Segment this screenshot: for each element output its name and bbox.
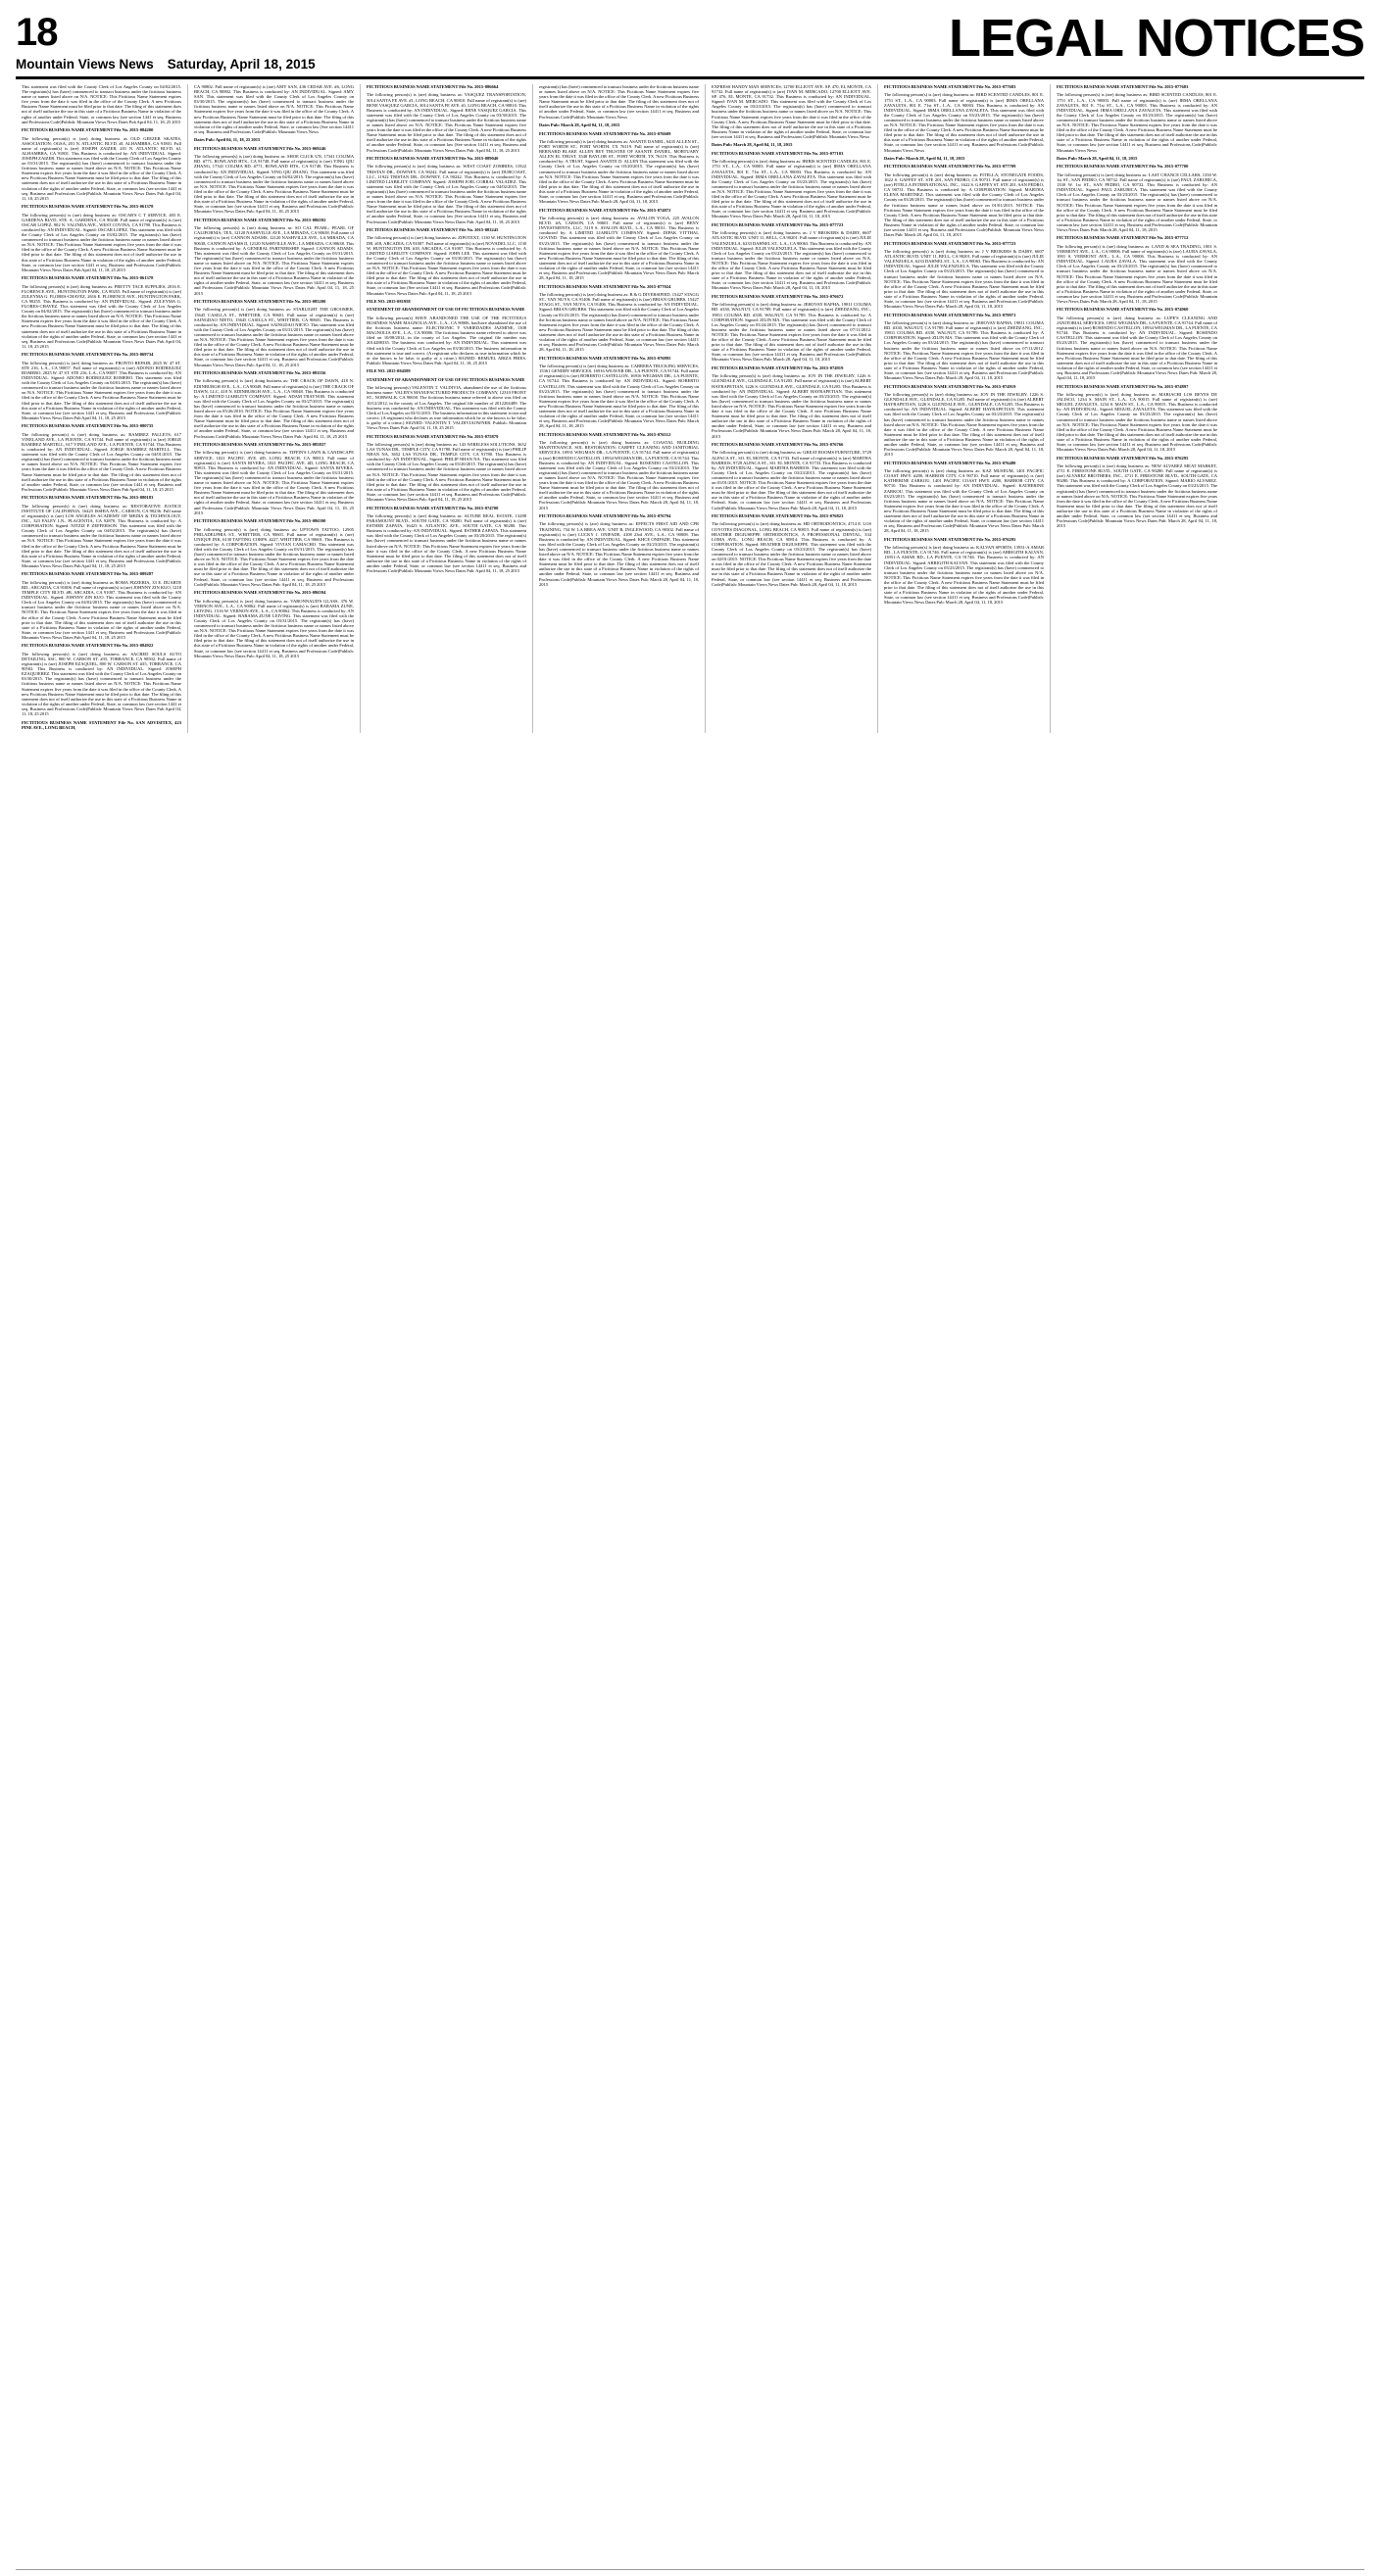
notice-paragraph: The following person(s) is (are) doing business as: JEHOVAY RAPHA, 19811 COLIMA RD. #330, WALNUT, CA 91789. Full name of registrant(s) is (are) ZHEDZANG, INC., 19811 COLIMA RD. #330, WALNUT, CA 91789. This Business is conducted by: A CORPORATION. Signed: ZILIN MA. This statement was filed with the County Clerk of Los Angeles County on 03/24/2015. The registrant(s) has (have) commenced to transact business under the fictitious business name or names listed above on 07/11/2012. NOTICE: This Fictitious Name Statement expires five years from the date it was filed in the office of the County Clerk. A new Fictitious Business Name Statement must be filed prior to that date. The filing of this statement does not of itself authorize the use in this state of a Fictitious Business Name in violation of the rights of another under Federal, State, or common law (see section 14411 et seq. Business and Professions Code)Publish: Mountain Views News Dates Pub: March 28, April 04, 11, 18, 2015 xyxy=(712,302,871,363)
notice-heading: FICTITIOUS BUSINESS NAME STATEMENT File No. SAN ADVISITEX, 423 PINE AVE., LONG BEACH, xyxy=(22,719,181,730)
notice-paragraph: registrant(s) has (have) commenced to transact business under the fictitious business name or names listed above on N/A. NOTICE: This Fictitious Name Statement expires five years from the date it was filed in the office of the County Clerk. A new Fictitious Business Name Statement must be filed prior to that date. The filing of this statement does not of itself authorize the use in this state of a Fictitious Business Name in violation of the rights of another under Federal, State, or common law (see section 14411 et seq. Business and Professions Code)Publish: Mountain Views News xyxy=(539,84,699,120)
notice-paragraph: The following person(s) is (are) doing business as: AVALON YOGA, 225 AVALON BLVD. #A, CARSON, CA 90601. Full name of registrant(s) is (are) BENY INVESTMENTS, LLC, 5119 S. AVALON BLVD., L.A., CA 90011. This Business is conducted by: A LIMITED LIABILITY COMPANY. Signed: DIPAK VITTHAL GOVIND. This statement was filed with the County Clerk of Los Angeles County on 03/23/2015. The registrant(s) has (have) commenced to transact business under the fictitious business name or names listed above on N/A. NOTICE: This Fictitious Name Statement expires five years from the date it was filed in the office of the County Clerk. A new Fictitious Business Name Statement must be filed prior to that date. The filing of this statement does not of itself authorize the use in this state of a Fictitious Business Name in violation of the rights of another under Federal, State, or common law (see section 14411 et seq. Business and Professions Code)Publish: Mountain Views News Dates Pub: March 28, April 04, 11, 18, 2015 xyxy=(539,216,699,281)
notice-paragraph: The following person(s) is (are) doing business as: EFFECTS FIRST AID AND CPR TRAINING, 734 W. LA BREA AVE. UNIT B, INGLEWOOD, CA 90302. Full name of registrant(s) is (are) LUCKY J. ONIFADE, 4108 23rd AVE., L.A., CA 90008. This Business is conducted by: AN INDIVIDUAL. Signed: KHCE ONIFADE. This statement was filed with the County Clerk of Los Angeles County on 03/23/2015. The registrant(s) has (have) commenced to transact business under the fictitious business name or names listed above on N/A. NOTICE: This Fictitious Name Statement expires five years from the date it was filed in the office of the County Clerk. A new Fictitious Business Name Statement must be filed prior to that date. The filing of this statement does not of itself authorize the use in this state of a Fictitious Business Name in violation of the rights of another under Federal, State, or common law (see section 14411 et seq. Business and Professions Code)Publish: Mountain Views News Dates Pub: March 28, April 04, 11, 18, 2015 xyxy=(539,521,699,587)
notice-heading: FICTITIOUS BUSINESS NAME STATEMENT File No. 2015-076295 xyxy=(884,536,1016,542)
notice-heading: FICTITIOUS BUSINESS NAME STATEMENT File No. 2015-084200 xyxy=(22,127,154,133)
notice-paragraph: The following person(s) is (are) doing business as: BIRD SCENTED CANDLES, 801 E. 1751 ST., L.A., CA 90003. Full name of registrant(s) is (are) IRMA ORELLANA ZAVALETA, 801 E. 71st ST., L.A., CA 90003. This Business is conducted by: AN INDIVIDUAL. Signed: IRMA ORELLANA ZAVALETA. This statement was filed with the County Clerk of Los Angeles County on 03/23/2015. The registrant(s) has (have) commenced to transact business under the fictitious business name or names listed above on N/A. NOTICE: This Fictitious Name Statement expires five years from the date it was filed in the office of the County Clerk. A new Fictitious Business Name Statement must be filed prior to that date. The filing of this statement does not of itself authorize the use in this state of a Fictitious Business Name in violation of the rights of another under Federal, State, or common law (see section 14411 et seq. Business and Professions Code)Publish: Mountain Views News xyxy=(884,92,1044,153)
publication-date: Saturday, April 18, 2015 xyxy=(167,57,316,72)
notice-heading: FICTITIOUS BUSINESS NAME STATEMENT File No. 2015-077723 xyxy=(884,240,1016,246)
column-6 xyxy=(878,84,1051,733)
notice-heading: FICTITIOUS BUSINESS NAME STATEMENT File No. 2015-077723 xyxy=(712,221,844,227)
notice-heading: FICTITIOUS BUSINESS NAME STATEMENT File No. 2015-075879 xyxy=(367,433,499,439)
notice-heading: STATEMENT OF ABANDONMENT OF USE OF FICTITIOUS BUSINESS NAME xyxy=(367,376,525,382)
notice-heading: Dates Pub: March 28, April 04, 11, 18, 2015 xyxy=(539,122,620,128)
notice-heading: FICTITIOUS BUSINESS NAME STATEMENT File No. 2015-076295 xyxy=(1057,455,1189,461)
notice-paragraph: This statement was filed with the County Clerk of Los Angeles County on 04/02/2015. The registrant(s) has (have) commenced to transact business under the fictitious business name or names listed above on N/A. NOTICE: This Fictitious Name Statement expires five years from the date it was filed in the office of the County Clerk. A new Fictitious Business Name Statement must be filed prior to that date. The filing of this statement does not of itself authorize the use in this state of a Fictitious Business Name in violation of the rights of another under Federal, State, or common law (see section 1441 et seq. Business and Professions Code)Publish: Mountain Views News Dates Pub April 04, 11, 18, 25 2015 xyxy=(22,84,181,124)
notice-paragraph: The following person(s) is (are) doing business as: FITELLA; STONEGATE FOODS, 1622 S. GAFFEY ST. STE 201, SAN PEDRO, CA 90731. Full name of registrant(s) is (are) FITELLA INTERNATIONAL, INC., 1622 S. GAFFEY ST. STE 201, SAN PEDRO, CA 90731. This Business is conducted by: A CORPORATION. Signed: MARTHA ELENA MARTINEZ. This statement was filed with the County Clerk of Los Angeles County on 03/20/2015. The registrant(s) has (have) commenced to transact business under the fictitious business name or names listed above on 01/01/2015. NOTICE: This Fictitious Name Statement expires five years from the date it was filed in the office of the County Clerk. A new Fictitious Business Name Statement must be filed prior to that date. The filing of this statement does not of itself authorize the use in this state of a Fictitious Business Name in violation of the rights of another under Federal, State, or common law (see section 14411 et seq. Business and Professions Code)Publish: Mountain Views News Dates Pub: March 28, April 04, 11, 18, 2015 xyxy=(884,171,1044,238)
notice-heading: FICTITIOUS BUSINESS NAME STATEMENT File No. 2015-074960 xyxy=(1057,307,1189,313)
notice-heading: FICTITIOUS BUSINESS NAME STATEMENT File No. 2015-074872 xyxy=(539,207,671,213)
notice-paragraph: The following person(s) is (are) doing business as: KALVAN SPORTS, 13931-A AMAR RD., LA PUENTE, CA 91746. Full name of registrant(s) is (are) ABRIGITH KALVAN, 13951-A AMAR RD., LA PUENTE, CA 91746. This Business is conducted by: AN INDIVIDUAL. Signed: ABRIGITH KALVAN. This statement was filed with the County Clerk of Los Angeles County on 03/23/2015. The registrant(s) has (have) commenced to transact business under the fictitious business name or names listed above on N/A. NOTICE: This Fictitious Name Statement expires five years from the date it was filed in the office of the County Clerk. A new Fictitious Business Name Statement must be filed prior to that date. The filing of this statement does not of itself authorize the use in this state of a Fictitious Business Name in violation of the rights of another under Federal, State, or common law (see section 14411 et seq. Business and Professions Code)Publish: Mountain Views News Dates Pub: March 28, April 04, 11, 18, 2015 xyxy=(884,545,1044,606)
notice-heading: FICTITIOUS BUSINESS NAME STATEMENT File No. 2015-086590 xyxy=(194,518,326,524)
notice-heading: FICTITIOUS BUSINESS NAME STATEMENT File No. 2015-077024 xyxy=(539,283,671,289)
notice-heading: Dates Pub: March 28, April 04, 11, 18, 2015 xyxy=(1057,156,1138,161)
notice-heading: FICTITIOUS BUSINESS NAME STATEMENT File No. 2015-080183 xyxy=(22,495,154,501)
column-2 xyxy=(188,84,361,733)
notice-heading: FICTITIOUS BUSINESS NAME STATEMENT File No. 2015-074919 xyxy=(712,365,844,370)
notice-paragraph: The following person(s) is (are) doing business as: LAST CHANCE CELLARS, 1330 W. 1st ST., SAN PEDRO, CA 90732. Full name of registrant(s) is (are) PAUL ZARUBICA, 1330 W. 1st ST., SAN PEDRO, CA 90732. This Business is conducted by: AN INDIVIDUAL. Signed: PAUL ZARUBICA. This statement was filed with the County Clerk of Los Angeles County on 03/23/2015. The registrant(s) has (have) commenced to transact business under the fictitious business name or names listed above on N/A. NOTICE: This Fictitious Name Statement expires five years from the date it was filed in the office of the County Clerk. A new Fictitious Business Name Statement must be filed prior to that date. The filing of this statement does not of itself authorize the use in this state of a Fictitious Business Name in violation of the rights of another under Federal, State, or common law (see section 14411 et seq. Business and Professions Code)Publish: Mountain Views News Dates Pub: March 28, April 04, 11, 18, 2015 xyxy=(1057,171,1217,232)
notice-paragraph: The following person(s) is (are) doing business as: B & G DIVERSIFIED, 15427 STAGG ST., VAN NUYS, CA 91406. Full name of registrant(s) is (are) BRIAN GRUBBS, 15427 STAGG ST., VAN NUYS, CA 91406. This Business is conducted by: AN INDIVIDUAL. Signed: BRIAN GRUBBS. This statement was filed with the County Clerk of Los Angeles County on 03/23/2015. The registrant(s) has (have) commenced to transact business under the fictitious business name or names listed above on N/A. NOTICE: This Fictitious Name Statement expires five years from the date it was filed in the office of the County Clerk. A new Fictitious Business Name Statement must be filed prior to that date. The filing of this statement does not of itself authorize the use in this state of a Fictitious Business Name in violation of the rights of another under Federal, State, or common law (see section 14411 et seq. Business and Professions Code)Publish: Mountain Views News Dates Pub: March 28, April 04, 11, 18, 2015 xyxy=(539,292,699,353)
notice-heading: FICTITIOUS BUSINESS NAME STATEMENT File No. 2015-061378 xyxy=(22,204,154,210)
notice-paragraph: The following person(s) is (are) doing business as: JOY IN THE JEWELRY, 1226 S. GLENDALE AVE., GLENDALE, CA 91205. Full name of registrant(s) is (are) ALBERT HAYRAPETIAN, 1226 S. GLENDALE AVE., GLENDALE, CA 91205. This Business is conducted by: AN INDIVIDUAL. Signed: ALBERT HAYRAPETIAN. This statement was filed with the County Clerk of Los Angeles County on 03/23/2015. The registrant(s) has (have) commenced to transact business under the fictitious business name or names listed above on N/A. NOTICE: This Fictitious Name Statement expires five years from the date it was filed in the office of the County Clerk. A new Fictitious Business Name Statement must be filed prior to that date. The filing of this statement does not of itself authorize the use in this state of a Fictitious Business Name in violation of the rights of another under Federal, State, or common law (see section 14411 et seq. Business and Professions Code)Publish: Mountain Views News Dates Pub: March 28, April 04, 11, 18, 2015 xyxy=(712,373,871,439)
notice-heading: FICTITIOUS BUSINESS NAME STATEMENT File No. 2015-074708 xyxy=(367,505,499,510)
publication-name: Mountain Views News xyxy=(16,57,154,72)
notice-paragraph: The following person(s) is (are) doing business as: VARONNAUD'S GLASS, 376 W. VERNON AVE., L.A., CA 90062. Full name of registrant(s) is (are) BARAMA ZUNE, LEIVING, 1516 W. VERNON AVE., L.A., CA 90062. This Business is conducted by: AN INDIVIDUAL. Signed: BARAMA ZUNE LEIVING. This statement was filed with the County Clerk of Los Angeles County on 03/31/2015. The registrant(s) has (have) commenced to transact business under the fictitious business name or names listed above on N/A. NOTICE: This Fictitious Name Statement expires five years from the date it was filed in the office of the County Clerk. A new Fictitious Business Name Statement must be filed prior to that date. The filing of this statement does not of itself authorize the use in this state of a Fictitious Business Name in violation of the rights of another under Federal, State, or common law (see section 14411 et seq. Business and Professions Code)Publish: Mountain Views News Dates Pub: April 04, 11, 18, 25 2015 xyxy=(194,598,354,658)
notice-heading: FICTITIOUS BUSINESS NAME STATEMENT File No. 2015-077700 xyxy=(1057,164,1189,170)
notice-paragraph: The following person(s) is (are) doing business as: SACRED SOULS AUTO DETAILING, SSC, 800 W. CARSON ST. #35, TORRANCE, CA 90502. Full name of registrant(s) is (are) JOSEPH EZAQUIEL, 800 W. CARSON ST. #35, TORRANCE, CA 90502. This Business is conducted by: AN INDIVIDUAL. Signed: JOSEPH EZAQUIEREZ. This statement was filed with the County Clerk of Los Angeles County on 03/30/2015. The registrant(s) has (have) commenced to transact business under the fictitious business name or names listed above on N/A. NOTICE: This Fictitious Name Statement expires five years from the date it was filed in the office of the County Clerk. A new Fictitious Business Name Statement must be filed prior to that date. The filing of this statement does not of itself authorize the use in this state of a Fictitious Business Name in violation of the rights of another under Federal, State, or common law (see section 1441 et seq. Business and Professions Code)Publish: Mountain Views News Dates Pub April 04, 11, 18, 25 2015 xyxy=(22,651,181,717)
column-1 xyxy=(16,84,188,733)
notice-heading: FICTITIOUS BUSINESS NAME STATEMENT File No. 2015-069246 xyxy=(194,145,326,151)
notice-heading: Dates Pub: March 28, April 04, 11, 18, 2015 xyxy=(884,156,965,161)
notice-heading: FICTITIOUS BUSINESS NAME STATEMENT File No. 2015-085200 xyxy=(194,299,326,304)
notice-paragraph: The following person(s) is (are) doing business as: RAMIREZ PALLETS, 617 VINELAND AVE., LA PUENTE, CA 91744. Full name of registrant(s) is (are) JORGE RAMIREZ MARTELL, 617 VINELAND AVE., LA PUENTE, CA 91744. This Business is conducted by: AN INDIVIDUAL. Signed: JORGE RAMIREZ MARTELL. This statement was filed with the County Clerk of Los Angeles County on 04/01/2015. The registrant(s) has (have) commenced to transact business under the fictitious business name or names listed above on N/A. NOTICE: This Fictitious Name Statement expires five years from the date it was filed in the office of the County Clerk. A new Fictitious Business Name Statement must be filed prior to that date. The filing of this statement does not of itself authorize the use in this state of a Fictitious Business Name in violation of the rights of another under Federal, State, or common law (see section 1441 et seq. Business and Professions Code)Publish: Mountain Views News Dates Pub April 04, 11, 18, 25 2015 xyxy=(22,431,181,492)
notice-paragraph: The following person(s) is (are) doing business as: MARIACHI LOS REYES DE JALISCO, 1234 S. MAIN ST., L.A., CA 90015. Full name of registrant(s) is (are) MIGUEL ZAVALETA, 1234 S. MAIN ST., L.A., CA 90015. This Business is conducted by: AN INDIVIDUAL. Signed: MIGUEL ZAVALETA. This statement was filed with the County Clerk of Los Angeles County on 03/23/2015. The registrant(s) has (have) commenced to transact business under the fictitious business name or names listed above on N/A. NOTICE: This Fictitious Name Statement expires five years from the date it was filed in the office of the County Clerk. A new Fictitious Business Name Statement must be filed prior to that date. The filing of this statement does not of itself authorize the use in this state of a Fictitious Business Name in violation of the rights of another under Federal, State, or common law (see section 14411 et seq. Business and Professions Code)Publish: Mountain Views News Dates Pub: March 28, April 04, 11, 18, 2015 xyxy=(1057,392,1217,453)
column-3 xyxy=(361,84,533,733)
notice-paragraph: The following person(s) is (are) doing business as: THE CRACK OF DAWN, 418 N. EDINBURGH AVE., L.A., CA 90048. Full name of registrant(s) is (are) THE CRACK OF DAWN, LLC, 418 N. EDINBURGH AVE., L.A., CA 90048. This Business is conducted by: A LIMITED LIABILITY COMPANY. Signed: ADAM TRAYNOR. This statement was filed with the County Clerk of Los Angeles County on 03/27/2015. The registrant(s) has (have) commenced to transact business under the fictitious business name or names listed above on 05/26/2010. NOTICE: This Fictitious Name Statement expires five years from the date it was filed in the office of the County Clerk. A new Fictitious Business Name Statement must be filed prior to that date. The filing of this statement does not of itself authorize the use in this state of a Fictitious Business Name in violation of the rights of another under Federal, State, or common law (see section 14411 et seq. Business and Professions Code)Publish: Mountain Views News Dates Pub: April 04, 11, 18, 25 2015 xyxy=(194,378,354,439)
notice-paragraph: The following person(s) HAVE ABANDONED THE USE OF THE FICTITIOUS BUSINESS NAME MAGNOLIA AVE., L.A., CA 90006, has/have abandoned the use of the fictitious business name: ELECTRONIC Y VARIEDADES JAZMINE, 1308 MAGNOLIA AVE., L.A., CA 90006. The fictitious business name referred to above was filed on 10/08/2014, in the county of Los Angeles. The original file number was 2014288335. The business was conducted by: AN INDIVIDUAL. This statement was filed with the County Clerk of Los Angeles on 03/30/2015. The business information in this statement is true and correct. (A registrant who declares as true information which he or she knows to be false, is guilty of a crime.) SIGNED: REMUEL ARIZA PRIES. Publish: Mountain Views News Dates Pub: April 04, 11, 18, 25 2015 xyxy=(367,315,526,365)
notice-heading: FILE NO. 2015-084589 xyxy=(367,368,411,374)
notice-heading: FICTITIOUS BUSINESS NAME STATEMENT File No. 2015-076609 xyxy=(539,130,671,136)
page-title: LEGAL NOTICES xyxy=(948,9,1364,68)
notice-paragraph: The following person(s) is (are) doing business as: LAND & SEA TRADING, 1001 S. VERMONT AVE., L.A., CA 90006. Full name of registrant(s) is (are) LAURA ZAVALA, 1001 S. VERMONT AVE., L.A., CA 90006. This Business is conducted by: AN INDIVIDUAL. Signed: LAURA ZAVALA. This statement was filed with the County Clerk of Los Angeles County on 03/23/2015. The registrant(s) has (have) commenced to transact business under the fictitious business name or names listed above on N/A. NOTICE: This Fictitious Name Statement expires five years from the date it was filed in the office of the County Clerk. A new Fictitious Business Name Statement must be filed prior to that date. The filing of this statement does not of itself authorize the use in this state of a Fictitious Business Name in violation of the rights of another under Federal, State, or common law (see section 14411 et seq. Business and Professions Code)Publish: Mountain Views News Dates Pub: March 28, April 04, 11, 18, 2015 xyxy=(1057,243,1217,304)
notice-paragraph: The following person(s) is (are) doing business as: TIFFIN'S LAWN & LANDSCAPE SERVICE, 1021 PACIFIC AVE. #D, LONG BEACH, CA 90813. Full name of registrant(s) is (are) SANTA RIVERA, 1021 PACIFIC AVE. #D, LONG BEACH, CA 90813. This Business is conducted by: AN INDIVIDUAL. Signed: SANTA RIVERA. This statement was filed with the County Clerk of Los Angeles County on 03/31/2015. The registrant(s) has (have) commenced to transact business under the fictitious business name or names listed above on N/A. NOTICE: This Fictitious Name Statement expires five years from the date it was filed in the office of the County Clerk. A new Fictitious Business Name Statement must be filed prior to that date. The filing of this statement does not of itself authorize the use in this state of a Fictitious Business Name in violation of the rights of another under Federal, State, or common law (see section 14411 et seq. Business and Professions Code)Publish: Mountain Views News Dates Pub: April 04, 11, 18, 25 2015 xyxy=(194,450,354,515)
notice-paragraph: The following person(s) is (are) doing business as: COASTAL BUILDING MAINTENANCE, SOL RESTORATION; CARPET CLEANING AND JANITORIAL SERVICES, 10931 WEGMAN DR., LA PUENTE, CA 91744. Full name of registrant(s) is (are) ROSENDO CASTELLON, 10934 WEGMAN DR., LA PUENTE, CA 91744. This Business is conducted by: AN INDIVIDUAL. Signed: ROSENDO CASTELLON. This statement was filed with the County Clerk of Los Angeles County on 03/23/2015. The registrant(s) has (have) commenced to transact business under the fictitious business name or names listed above on N/A. NOTICE: This Fictitious Name Statement expires five years from the date it was filed in the office of the County Clerk. A new Fictitious Business Name Statement must be filed prior to that date. The filing of this statement does not of itself authorize the use in this state of a Fictitious Business Name in violation of the rights of another under Federal, State, or common law (see section 14411 et seq. Business and Professions Code)Publish: Mountain Views News Dates Pub: March 28, April 04, 11, 18, 2015 xyxy=(539,440,699,510)
notice-paragraph: The following person(s) is (are) doing business as: J V BROKERS & DAIRY, 6607 ATLANTIC BLVD. UNIT 11, BELL, CA 90201. Full name of registrant(s) is (are) JULIE VALENZUELA, 6233 DAHNEL ST., L.A., CA 90063. This Business is conducted by: AN INDIVIDUAL. Signed: JULIE VALENZUELA. This statement was filed with the County Clerk of Los Angeles County on 03/23/2015. The registrant(s) has (have) commenced to transact business under the fictitious business name or names listed above on N/A. NOTICE: This Fictitious Name Statement expires five years from the date it was filed in the office of the County Clerk. A new Fictitious Business Name Statement must be filed prior to that date. The filing of this statement does not of itself authorize the use in this state of a Fictitious Business Name in violation of the rights of another under Federal, State, or common law (see section 14411 et seq. Business and Professions Code)Publish: Mountain Views News Dates Pub: March 28, April 04, 11, 18, 2015 xyxy=(884,249,1045,310)
notice-heading: FICTITIOUS BUSINESS NAME STATEMENT File No. 2015-083556 xyxy=(194,370,326,375)
notice-heading: FICTITIOUS BUSINESS NAME STATEMENT File No. 2015-074897 xyxy=(1057,383,1189,389)
notice-paragraph: The following person(s) is (are) doing business as: BIRD SCENTED CANDLES, 801 E. 1751 ST., L.A., CA 90003. Full name of registrant(s) is (are) IRMA ORELLANA ZAVALETA, 801 E. 71st ST., L.A., CA 90003. This Business is conducted by: AN INDIVIDUAL. Signed: IRMA ORELLANA ZAVALETA. This statement was filed with the County Clerk of Los Angeles County on 03/23/2015. The registrant(s) has (have) commenced to transact business under the fictitious business name or names listed above on N/A. NOTICE: This Fictitious Name Statement expires five years from the date it was filed in the office of the County Clerk. A new Fictitious Business Name Statement must be filed prior to that date. The filing of this statement does not of itself authorize the use in this state of a Fictitious Business Name in violation of the rights of another under Federal, State, or common law (see section 14411 et seq. Business and Professions Code)Publish: Mountain Views News xyxy=(1057,92,1217,153)
notice-heading: FILE NO. 2015-081958 xyxy=(367,299,411,304)
notice-paragraph: The following person(s) is (are) doing business as: ALTURE REAL ESTATE, 13288 PARAMOUNT BLVD., SOUTH GATE, CA 90280. Full name of registrant(s) is (are) ESTHER ZAPATA, 16423 S. ATLANTIC AVE., SOUTH GATE, CA 90280. This Business is conducted by: AN INDIVIDUAL. Signed: ESTHER ZAPATA. This statement was filed with the County Clerk of Los Angeles County on 03/20/2015. The registrant(s) has (have) commenced to transact business under the fictitious business name or names listed above on N/A. NOTICE: This Fictitious Name Statement expires five years from the date it was filed in the office of the County Clerk. A new Fictitious Business Name Statement must be filed prior to that date. The filing of this statement does not of itself authorize the use in this state of a Fictitious Business Name in violation of the rights of another under Federal, State, or common law (see section 14411 et seq. Business and Professions Code)Publish: Mountain Views News Dates Pub: April 04, 11, 18, 25 2015 xyxy=(367,512,526,574)
notice-heading: FICTITIOUS BUSINESS NAME STATEMENT File No. 2015-083245 xyxy=(367,227,499,232)
notice-paragraph: The following person(s) is (are) doing business as: HD ORTHODONTICS, 4714 E. LOS COYOTES DIAGONAL, LONG BEACH, CA 90815. Full name of registrant(s) is (are) HEATHER DIGIUSEPPE ORTHODONTICS, A PROFESSIONAL DENTAL, 334 LOMA AVE., LONG BEACH, CA 90814. This Business is conducted by: A CORPORATION. Signed: HEATHER DIGIUSEPPE. This statement was filed with the County Clerk of Los Angeles County on 03/23/2015. The registrant(s) has (have) commenced to transact business under the fictitious business name or names listed above on 02/01/2015. NOTICE: This Fictitious Name Statement expires five years from the date it was filed in the office of the County Clerk. A new Fictitious Business Name Statement must be filed prior to that date. The filing of this statement does not of itself authorize the use in this state of a Fictitious Business Name in violation of the rights of another under Federal, State, or common law (see section 14411 et seq. Business and Professions Code)Publish: Mountain Views News Dates Pub: March 28, April 04, 11, 18, 2015 xyxy=(712,521,871,587)
notice-paragraph: The following person(s) is (are) doing business as: KAZ MUSEUM, 1401 PACIFIC COAST HWY. #200, HARBOR CITY, CA 90710. Full name of registrant(s) is (are) KATHERINE ZARKOU, 1401 PACIFIC COAST HWY. #200, HARBOR CITY, CA 90710. This Business is conducted by: AN INDIVIDUAL. Signed: KATHERINE ZARKOU. This statement was filed with the County Clerk of Los Angeles County on 03/23/2015. The registrant(s) has (have) commenced to transact business under the fictitious business name or names listed above on N/A. NOTICE: This Fictitious Name Statement expires five years from the date it was filed in the office of the County Clerk. A new Fictitious Business Name Statement must be filed prior to that date. The filing of this statement does not of itself authorize the use in this state of a Fictitious Business Name in violation of the rights of another under Federal, State, or common law (see section 14411 et seq. Business and Professions Code)Publish: Mountain Views News Dates Pub: March 28, April 04, 11, 18, 2015 xyxy=(884,468,1044,534)
notice-heading: FICTITIOUS BUSINESS NAME STATEMENT File No. 2015-074919 xyxy=(884,383,1016,389)
notice-heading: FICTITIOUS BUSINESS NAME STATEMENT File No. 2015-076823 xyxy=(712,513,844,518)
masthead-right xyxy=(948,9,1364,68)
notice-columns xyxy=(16,84,1364,733)
notice-heading: STATEMENT OF ABANDONMENT OF USE OF FICTITIOUS BUSINESS NAME xyxy=(367,307,525,313)
notice-heading: FICTITIOUS BUSINESS NAME STATEMENT File No. 2015-076895 xyxy=(539,355,671,361)
notice-paragraph: EXPRESS HANDY MAN SERVICES, 12700 ELLIOTT AVE. SP. 470, EL MONTE, CA 91732. Full name of registrant(s) is (are) IVAN M. MERCADO, 12700 ELLIOTT AVE. SP. 476, EL MONTE, CA 91732. This Business is conducted by: AN INDIVIDUAL. Signed: IVAN M. MERCADO. This statement was filed with the County Clerk of Los Angeles County on 03/23/2015. The registrant(s) has (have) commenced to transact business under the fictitious business name or names listed above on N/A. NOTICE: This Fictitious Name Statement expires five years from the date it was filed in the office of the County Clerk. A new Fictitious Business Name Statement must be filed prior to that date. The filing of this statement does not of itself authorize the use in this state of a Fictitious Business Name in violation of the rights of another under Federal, State, or common law (see section 14411 et seq. Business and Professions Code)Publish: Mountain Views News xyxy=(712,84,871,139)
notice-heading: FICTITIOUS BUSINESS NAME STATEMENT File No. 2015-076480 xyxy=(884,460,1016,465)
notice-heading: FICTITIOUS BUSINESS NAME STATEMENT File No. 2015-077103 xyxy=(712,150,844,156)
notice-heading: FICTITIOUS BUSINESS NAME STATEMENT File No. 2015-077683 xyxy=(1057,84,1189,89)
notice-paragraph: The following person(s) is (are) doing business as: PRETTY TACE SUPPLIES, 2016 E. FLORENCE AVE., HUNTINGTON PARK, CA 90255. Full name of registrant(s) is (are) ZULEYMA G. FLORES-CHAVEZ, 2616 E. FLORENCE AVE., HUNTINGTON PARK, CA 90255. This Business is conducted by: AN INDIVIDUAL. Signed: ZULEYMA G. FLORES-CHAVEZ. This statement was filed with the County Clerk of Los Angeles County on 04/02/2015. The registrant(s) has (have) commenced to transact business under the fictitious business name or names listed above on N/A. NOTICE: This Fictitious Name Statement expires five years from the date it was filed in the office of the County Clerk. A new Fictitious Business Name Statement must be filed prior to that date. The filing of this statement does not of itself authorize the use in this state of a Fictitious Business Name in violation of the rights of another under Federal, State, or common law (see section 1441 et seq. Business and Professions Code)Publish: Mountain Views News Dates Pub April 04, 11, 18, 25 2015 xyxy=(22,283,181,349)
notice-paragraph: The following person(s) is (are) doing business as: GREAT ROOMS FURNITURE, 5729 ALPACA ST., SO. EL MONTE, CA 91733. Full name of registrant(s) is (are) MARTHA BARRIOS, 9729 ALPACA ST., SO. EL MONTE, CA 91733. This Business is conducted by: AN INDIVIDUAL. Signed: MARTHA BARRIOS. This statement was filed with the County Clerk of Los Angeles County on 03/23/2015. The registrant(s) has (have) commenced to transact business under the fictitious business name or names listed above on 01/01/2015. NOTICE: This Fictitious Name Statement expires five years from the date it was filed in the office of the County Clerk. A new Fictitious Business Name Statement must be filed prior to that date. The filing of this statement does not of itself authorize the use in this state of a Fictitious Business Name in violation of the rights of another under Federal, State, or common law (see section 14411 et seq. Business and Professions Code)Publish: Mountain Views News Dates Pub: March 28, April 04, 11, 18, 2015 xyxy=(712,450,871,510)
notice-paragraph: The following person(s) is (are) doing business as OLD GEEZER SKATES, ASSOCIATION: OGSA, 201 N. ATLANTIC BLVD. #J, ALHAMBRA, CA 91801. Full name of registrant(s) is (are) JOSEPH ZAIZER, 201 N. ATLANTIC BLVD. #J, ALHAMBRA, CA 91801. This Business is conducted by: AN INDIVIDUAL. Signed: JOSEPH ZAIZER. This statement was filed with the County Clerk of Los Angeles County on 03/31/2015. The registrant(s) has (have) commenced to transact business under the fictitious business name or names listed above on N/A. NOTICE: This Fictitious Name Statement expires five years from the date it was filed in the office of the County Clerk. A new Fictitious Business Name Statement must be filed prior to that date. The filing of this statement does not of itself authorize the use in this state of a Fictitious Business Name in violation of the rights of another under Federal, State, or common law (see section 1441 et seq. Business and Professions Code)Publish: Mountain Views News Dates Pub April 04, 11, 18, 25 2015 xyxy=(22,135,181,201)
notice-heading: FICTITIOUS BUSINESS NAME STATEMENT File No. 2015-069734 xyxy=(22,352,154,358)
notice-heading: FICTITIOUS BUSINESS NAME STATEMENT File No. 2015-076672 xyxy=(712,293,844,299)
notice-paragraph: The following person(s) is (are) doing business as: UPTOWN TATTOO, 12905 PHILADELPHIA ST., WHITTIER, CA 90601. Full name of registrant(s) is (are) UNIQUE INK, 6130 TAFTING CORPS. #227, WHITTIER, CA 90601. This Business is conducted by: A CORPORATION. Signed: VIVIAN CAMACHO. This statement was filed with the County Clerk of Los Angeles County on 03/31/2015. The registrant(s) has (have) commenced to transact business under the fictitious business name or names listed above on N/A. NOTICE: This Fictitious Name Statement expires five years from the date it was filed in the office of the County Clerk. A new Fictitious Business Name Statement must be filed prior to that date. The filing of this statement does not of itself authorize the use in this state of a Fictitious Business Name in violation of the rights of another under Federal, State, or common law (see section 14411 et seq. Business and Professions Code)Publish: Mountain Views News Dates Pub: April 04, 11, 18, 25 2015 xyxy=(194,526,354,587)
notice-heading: FICTITIOUS BUSINESS NAME STATEMENT File No. 2015-061378 xyxy=(22,275,154,281)
notice-paragraph: The following person(s) is (are) doing business as: VASQUEZ TRANSPORTATION, 3014 SANTA FE AVE. #1, LONG BEACH, CA 90810. Full name of registrant(s) is (are) RENE VASQUEZ GARCIA, 3014 SANTA FE AVE. #1, LONG BEACH, CA 90810. This Business is conducted by: AN INDIVIDUAL. Signed: RENE VASQUEZ GARCIA. This statement was filed with the County Clerk of Los Angeles County on 03/30/2015. The registrant(s) has (have) commenced to transact business under the fictitious business name or names listed above on N/A. NOTICE: This Fictitious Name Statement expires five years from the date it was filed in the office of the County Clerk. A new Fictitious Business Name Statement must be filed prior to that date. The filing of this statement does not of itself authorize the use in this state of a Fictitious Business Name in violation of the rights of another under Federal, State, or common law (See section 14411 et seq. Business and Professions Code)Publish: Mountain Views News Dates Pub: April 04, 11, 18, 25 2015 xyxy=(367,92,526,153)
notice-paragraph: The following person(s) is (are) doing business as ROMA PIZZERIA, 33 E. DUARTE RD., ARCADIA, CA 91006. Full name of registrant(s) is (are) JOHNNY ZIN KUO, 1218 TEMPLE CITY BLVD. #B, ARCADIA, CA 91007. This Business is conducted by: AN INDIVIDUAL. Signed: JOHNNY ZIN KUO. This statement was filed with the County Clerk of Los Angeles County on 04/02/2015. The registrant(s) has (have) commenced to transact business under the fictitious business name or names listed above on N/A. NOTICE: This Fictitious Name Statement expires five years from the date it was filed in the office of the County Clerk. A new Fictitious Business Name Statement must be filed prior to that date. The filing of this statement does not of itself authorize the use in this state of a Fictitious Business Name in violation of the rights of another under Federal, State, or common law (see section 1441 et seq. Business and Professions Code)Publish: Mountain Views News Dates Pub April 04, 11, 18, 25 2015 xyxy=(22,579,181,640)
notice-heading: FICTITIOUS BUSINESS NAME STATEMENT File No. 2015-077683 xyxy=(884,84,1016,89)
notice-heading: FICTITIOUS BUSINESS NAME STATEMENT File No. 2015-077712 xyxy=(1057,235,1189,241)
column-4 xyxy=(533,84,706,733)
notice-paragraph: The following person(s) is (are) doing business as: CABRERA TRUCKING SERVICES, 15361 GENDRY SERVICES, 16916 WEAVER DR., LA PUENTE, CA 91744. Full name of registrant(s) is (are) ROBERTO CASTELLON, 16916 WEGMAN DR., LA PUENTE, CA 91744. This Business is conducted by: AN INDIVIDUAL. Signed: ROBERTO CASTELLON. This statement was filed with the County Clerk of Los Angeles County on 03/23/2015. The registrant(s) has (have) commenced to transact business under the fictitious business name or names listed above on N/A. NOTICE: This Fictitious Name Statement expires five years from the date it was filed in the office of the County Clerk. A new Fictitious Business Name Statement must be filed prior to that date. The filing of this statement does not of itself authorize the use in this state of a Fictitious Business Name in violation of the rights of another under Federal, State, or common law (see section 14411 et seq. Business and Professions Code)Publish: Mountain Views News Dates Pub: March 28, April 04, 11, 18, 2015 xyxy=(539,364,699,429)
column-5 xyxy=(706,84,878,733)
notice-paragraph: The following person(s) is (are) doing business as: NEW ALVAREZ MEAT MARKET, 4711 E. FIRESTONE BLVD., SOUTH GATE, CA 90280. Full name of registrant(s) is (are) ALVAREZ BROTHERS, INC., 4711 E. FIRESTONE BLVD., SOUTH GATE, CA 90280. This Business is conducted by: A CORPORATION. Signed: MARIO ALVAREZ. This statement was filed with the County Clerk of Los Angeles County on 03/23/2015. The registrant(s) has (have) commenced to transact business under the fictitious business name or names listed above on N/A. NOTICE: This Fictitious Name Statement expires five years from the date it was filed in the office of the County Clerk. A new Fictitious Business Name Statement must be filed prior to that date. The filing of this statement does not of itself authorize the use in this state of a Fictitious Business Name in violation of the rights of another under Federal, State, or common law (see section 14411 et seq. Business and Professions Code)Publish: Mountain Views News Dates Pub: March 28, April 04, 11, 18, 2015 xyxy=(1057,463,1217,529)
notice-paragraph: The following person(s) is (are) doing business as: LUPE'S CLEANING AND JANITORIAL SERVICES, 10931 WEGMAN DR., LA PUENTE, CA 91744. Full name of registrant(s) is (are) ROSENDO CASTELLON, 10934 WEGMAN DR., LA PUENTE, CA 91744. This Business is conducted by: AN INDIVIDUAL. Signed: ROSENDO CASTELLON. This statement was filed with the County Clerk of Los Angeles County on 03/23/2015. The registrant(s) has (have) commenced to transact business under the fictitious business name or names listed above on N/A. NOTICE: This Fictitious Name Statement expires five years from the date it was filed in the office of the County Clerk. A new Fictitious Business Name Statement must be filed prior to that date. The filing of this statement does not of itself authorize the use in this state of a Fictitious Business Name in violation of the rights of another under Federal, State, or common law (see section 14411 et seq. Business and Professions Code)Publish: Mountain Views News Dates Pub: March 28, April 04, 11, 18, 2015 xyxy=(1057,315,1217,381)
notice-paragraph: The following person(s) is (are) doing business as: JOY IN THE JEWELRY, 1226 S. GLENDALE AVE., GLENDALE, CA 91205. Full name of registrant(s) is (are) ALBERT HAYRAPETIAN, 1226 S. GLENDALE AVE., GLENDALE, CA 91205. This Business is conducted by: AN INDIVIDUAL. Signed: ALBERT HAYRAPETIAN. This statement was filed with the County Clerk of Los Angeles County on 03/23/2015. The registrant(s) has (have) commenced to transact business under the fictitious business name or names listed above on N/A. NOTICE: This Fictitious Name Statement expires five years from the date it was filed in the office of the County Clerk. A new Fictitious Business Name Statement must be filed prior to that date. The filing of this statement does not of itself authorize the use in this state of a Fictitious Business Name in violation of the rights of another under Federal, State, or common law (see section 14411 et seq. Business and Professions Code)Publish: Mountain Views News Dates Pub: March 28, April 04, 11, 18, 2015 xyxy=(884,392,1044,458)
notice-heading: FICTITIOUS BUSINESS NAME STATEMENT File No. 2015-076512 xyxy=(539,431,671,437)
notice-paragraph: The following person(s) is (are) doing business as: ASANTE DANIEL, 6435 ALLEN ST., FORT WORTH ST., FORT WORTH, TX 76119. Full name of registrant(s) is (are) BERNARD BLAKE ALLEN BEY TRUSTEE OF ASANTE DANIEL, MORTUARY ALLEN EL TRUST, 3548 BAYLOR ST., FORT WORTH, TX 76119. This Business is conducted by: A TRUST. Signed: ASANTE D. ALLEN This statement was filed with the County Clerk of Los Angeles County on 03/20/2015. The registrant(s) has (have) commenced to transact business under the fictitious business name or names listed above on N/A. NOTICE: This Fictitious Name Statement expires five years from the date it was filed in the office of the County Clerk. A new Fictitious Business Name Statement must be filed prior to that date. The filing of this statement does not of itself authorize the use in this state of a Fictitious Business Name in violation of the rights of another under Federal, State, or common law (see section 14411 et seq. Business and Professions Code)Publish: Mountain Views News Dates Pub: March 28, April 04, 11, 18, 2015 xyxy=(539,139,699,205)
notice-paragraph: The following person(s) is (are) doing business as: PRONTO REPAIR, 2025 W. 47 ST. STE 216, L.A., CA 90057. Full name of registrant(s) is (are) ADONIO RODRIGUEZ ROMERO, 2025 W. 47 ST. STE 216, L.A., CA 90057. This Business is conducted by: AN INDIVIDUAL. Signed: ADONIO RODRIGUEZ ROMERO. This statement was filed with the County Clerk of Los Angeles County on 04/01/2015. The registrant(s) has (have) commenced to transact business under the fictitious business name or names listed above on N/A. NOTICE: This Fictitious Name Statement expires five years from the date it was filed in the office of the County Clerk. A new Fictitious Business Name Statement must be filed prior to that date. The filing of this statement does not of itself authorize the use in this state of a Fictitious Business Name in violation of the rights of another under Federal, State, or common law (see section 1441 et seq. Business and Professions Code)Publish: Mountain Views News Dates Pub April 04, 11, 18, 25 2015 xyxy=(22,360,181,420)
page-number: 18 xyxy=(16,11,58,54)
notice-heading: FICTITIOUS BUSINESS NAME STATEMENT File No. 2015-076794 xyxy=(539,513,671,518)
notice-paragraph: The following person(s) is (are) doing business as: RESTORATIVE JUSTICE INSTITUTE OF CALIFORNIA, 16425 ISSHIA AVE., CARSON, CA 90236. Full name of registrant(s) is (are) LOS ANGELES ACADEMY OF MEDIA & TECHNOLOGY, INC., 323 FALEY LN., PLACENTIA, CA 92870. This Business is conducted by: A CORPORATION. Signed: NITZIZ P. ZEFFERSON. This statement was filed with the County Clerk of Los Angeles County on 04/02/2015. The registrant(s) has (have) commenced to transact business under the fictitious business name or names listed above on N/A. NOTICE: This Fictitious Name Statement expires five years from the date it was filed in the office of the County Clerk. A new Fictitious Business Name Statement must be filed prior to that date. The filing of this statement does not of itself authorize the use in this state of a Fictitious Business Name in violation of the rights of another under Federal, State, or common law (see section 1441 et seq. Business and Professions Code)Publish: Mountain Views News Dates Pub April 04, 11, 18, 25 2015 xyxy=(22,503,181,568)
notice-heading: Dates Pub: April 04, 11, 18, 25 2015 xyxy=(194,137,261,143)
notice-paragraph: The following person(s) is (are) doing business as: IBIBIS SCENTED CANDLES, 801 E. 1751 ST., L.A., CA 90003. Full name of registrant(s) is (are) IRMA ORELLANA ZAVALETA, 801 E. 71st ST., L.A., CA 90003. This Business is conducted by: AN INDIVIDUAL. Signed: IRMA ORELLANA ZAVALETA. This statement was filed with the County Clerk of Los Angeles County on 03/23/2015. The registrant(s) has (have) commenced to transact business under the fictitious business name or names listed above on N/A. NOTICE: This Fictitious Name Statement expires five years from the date it was filed in the office of the County Clerk. A new Fictitious Business Name Statement must be filed prior to that date. The filing of this statement does not of itself authorize the use in this state of a Fictitious Business Name in violation of the rights of another under Federal, State, or common law (see section 14411 et seq. Business and Professions Code)Publish: Mountain Views News Dates Pub: March 28, April 04, 11, 18, 2015 xyxy=(712,159,871,219)
notice-heading: FICTITIOUS BUSINESS NAME STATEMENT File No. 2015-086592 xyxy=(194,217,326,222)
notice-heading: FICTITIOUS BUSINESS NAME STATEMENT File No. 2015-080735 xyxy=(22,423,154,429)
notice-paragraph: The following person(s) is (are) doing business as: J V BROKERS & DAIRY, 6607 ATLANTIC BLVD. UNIT 11, BELL, CA 90201. Full name of registrant(s) is (are) JULIE VALENZUELA, 6233 DAHNEL ST., L.A., CA 90063. This Business is conducted by: AN INDIVIDUAL. Signed: JULIE VALENZUELA. This statement was filed with the County Clerk of Los Angeles County on 03/23/2015. The registrant(s) has (have) commenced to transact business under the fictitious business name or names listed above on N/A. NOTICE: This Fictitious Name Statement expires five years from the date it was filed in the office of the County Clerk. A new Fictitious Business Name Statement must be filed prior to that date. The filing of this statement does not of itself authorize the use in this state of a Fictitious Business Name in violation of the rights of another under Federal, State, or common law (see section 14411 et seq. Business and Professions Code)Publish: Mountain Views News Dates Pub: March 28, April 04, 11, 18, 2015 xyxy=(712,230,872,291)
notice-paragraph: The following person(s) is (are) doing business as: WEST COAST ZOMBIES, 11922 TRISTAN DR., DOWNEY, CA 90242. Full name of registrant(s) is (are) DUBCOAST, LLC, 11922 TRISTAN DR., DOWNEY, CA 90242. This Business is conducted by: A LIMITED LIABILITY COMPANY. Signed: JOSEPH JOEL CORRAL VALADEZ. This statement was filed with the County Clerk of Los Angeles County on 04/02/2015. The registrant(s) has (have) commenced to transact business under the fictitious business name or names listed above on N/A. NOTICE: This Fictitious Name Statement expires five years from the date it was filed in the office of the County Clerk. A new Fictitious Business Name Statement must be filed prior to that date. The filing of this statement does not of itself authorize the use in this state of a Fictitious Business Name in violation of the rights of another under Federal, State, or common law (See section 14411 et seq. Business and Professions Code)Publish: Mountain Views News Dates Pub: April 04, 11, 18, 25 2015 xyxy=(367,164,526,224)
footer-divider xyxy=(16,2569,1364,2570)
masthead-left xyxy=(16,11,316,74)
notice-paragraph: The following person(s) is (are) doing business as: STARLIGHT THE GROOMER, 15645 CASILLA ST., WHITTIER, CA 90601. Full name of registrant(s) is (are) SAINGDAO NIETO, 15645 CASILLA ST., WHITTIER, CA 90601. This Business is conducted by: AN INDIVIDUAL. Signed: SAINGDAO NIETO. This statement was filed with the County Clerk of Los Angeles County on 03/31/2015. The registrant(s) has (have) commenced to transact business under the fictitious business name or names listed above on N/A. NOTICE: This Fictitious Name Statement expires five years from the date it was filed in the office of the County Clerk. A new Fictitious Business Name Statement must be filed prior to that date. The filing of this statement does not of itself authorize the use in this state of a Fictitious Business Name in violation of the rights of another under Federal, State, or common law (see section 14411 et seq. Business and Professions Code)Publish: Mountain Views News Dates Pub: April 04, 11, 18, 25 2015 xyxy=(194,307,354,367)
notice-paragraph: The following person(s) is (are) doing business as: 143 WIRELESS SOLUTIONS, 3652 LAS TUNAS DR., TEMPLE CITY, CA 91780. Full name of registrant(s) is (are) PHILIP NHAN NA, 3652 LAS TUNAS DR., TEMPLE CITY, CA 91780. This Business is conducted by: AN INDIVIDUAL. Signed: PHILIP NHAN NA. This statement was filed with the County Clerk of Los Angeles County on 03/20/2015. The registrant(s) has (have) commenced to transact business under the fictitious business name or names listed above on N/A. NOTICE: This Fictitious Name Statement expires five years from the date it was filed in the office of the County Clerk. A new Fictitious Business Name Statement must be filed prior to that date. The filing of this statement does not of itself authorize the use in this state of a Fictitious Business Name in violation of the rights of another under Federal, State, or common law (see section 14411 et seq. Business and Professions Code)Publish: Mountain Views News Dates Pub: April 04, 11, 18, 25 2015 xyxy=(367,441,526,503)
notice-paragraph: The following person(s) VALENTIN T. VALDIVIA, abandoned the use of the fictitious business name: VALEN'S MANUFACTURED PRODUCTS COMPANY, 12310 FRONT ST., NORWALK, CA 90650. The fictitious business name referred to above was filed on 10/12/2012, in the county of Los Angeles. The original file number of 2012204489. The business was conducted by: AN INDIVIDUAL. This statement was filed with the County Clerk of Los Angeles on 03/31/2015. The business information in this statement is true and correct. (A registrant who declares as true information which he or she knows to be false, is guilty of a crime.) SIGNED: VALENTIN T. VALDIVIAOWNER. Publish: Mountain Views News Dates Pub: April 04, 11, 18, 25 2015 xyxy=(367,385,526,431)
notice-heading: FICTITIOUS BUSINESS NAME STATEMENT File No. 2015-085837 xyxy=(194,442,326,447)
column-7 xyxy=(1051,84,1223,733)
notice-heading: FICTITIOUS BUSINESS NAME STATEMENT File No. 2015-079971 xyxy=(884,312,1016,317)
notice-heading: FICTITIOUS BUSINESS NAME STATEMENT File No. 2015-084922 xyxy=(22,643,154,649)
notice-heading: FICTITIOUS BUSINESS NAME STATEMENT File No. 2015-077709 xyxy=(884,164,1016,170)
notice-paragraph: The following person(s) is (are) doing business as: SHOE CLICK UN, 17341 COLIMA RD. #771, ROWLAND HTS., CA 91748. Full name of registrant(s) is (are) YING QIU ZHANG, 17341 COLIMA RD. #771, ROWLAND HTS., CA 91748. This Business is conducted by: AN INDIVIDUAL. Signed: YING QIU ZHANG. This statement was filed with the County Clerk of Los Angeles County on 04/02/2015. The registrant(s) has (have) commenced to transact business under the fictitious business name or names listed above on N/A. NOTICE: This Fictitious Name Statement expires five years from the date it was filed in the office of the County Clerk. A new Fictitious Business Name Statement must be filed prior to that date. The filing of this statement does not of itself authorize the use in this state of a Fictitious Business Name in violation of the rights of another under Federal, State, or common law (see section 14411 et seq. Business and Professions Code)Publish: Mountain Views News Dates Pub: April 04, 11, 18, 25 2015 xyxy=(194,154,354,215)
notice-heading: FICTITIOUS BUSINESS NAME STATEMENT File No. 2015-086594 xyxy=(194,590,326,596)
notice-paragraph: The following person(s) is (are) doing business as: JEHOVAY RAPHA, 19811 COLIMA RD. #330, WALNUT, CA 91789. Full name of registrant(s) is (are) ZHEDZANG, INC., 19811 COLIMA RD. #330, WALNUT, CA 91789. This Business is conducted by: A CORPORATION. Signed: ZILIN MA. This statement was filed with the County Clerk of Los Angeles County on 03/24/2015. The registrant(s) has (have) commenced to transact business under the fictitious business name or names listed above on 07/11/2012. NOTICE: This Fictitious Name Statement expires five years from the date it was filed in the office of the County Clerk. A new Fictitious Business Name Statement must be filed prior to that date. The filing of this statement does not of itself authorize the use in this state of a Fictitious Business Name in violation of the rights of another under Federal, State, or common law (see section 14411 et seq. Business and Professions Code)Publish: Mountain Views News Dates Pub: March 28, April 04, 11, 18, 2015 xyxy=(884,320,1044,381)
notice-paragraph: The following person(s) is (are) doing business as: OSCAR'S C T SERVICE, 405 E. GARDENA BLVD, STE. A, GARDENA, CA 90248. Full name of registrant(s) is (are) OSCAR LOPEZ, 902 N. VALINDA AVE., WEST COVINA, CA 91790. This Business is conducted by: AN INDIVIDUAL. Signed: OSCAR LOPEZ. This statement was filed with the County Clerk of Los Angeles County on 03/02/2015. The registrant(s) has (have) commenced to transact business under the fictitious business name or names listed above on N/A. NOTICE: This Fictitious Name Statement expires five years from the date it was filed in the office of the County Clerk. A new Fictitious Business Name Statement must be filed prior to that date. The filing of this statement does not of itself authorize the use in this state of a Fictitious Business Name in violation of the rights of another under Federal, State, or common law (see section 1441 et seq. Business and Professions Code)Publish: Mountain Views News Dates Pub April 04, 11, 18, 25 2015 xyxy=(22,212,181,272)
masthead xyxy=(16,9,1364,79)
dateline xyxy=(16,57,316,74)
notice-heading: FICTITIOUS BUSINESS NAME STATEMENT File No. 2015-086664 xyxy=(367,84,499,89)
notice-paragraph: The following person(s) is (are) doing business as: SO CAL PEARL; PEARL OF CALIFORNIA; TEX, 12120 NASHVILLE AVE., LA MIRADA, CA 90638. Full name of registrant(s) is (are) CANNON ADAMS, 12120 NASHVILLE AVE., LA MIRADA, CA 90638, CANNON ADAMS II, 12120 NASHVILLE AVE., LA MIRADA, CA 90638. This Business is conducted by: A GENERAL PARTNERSHIP. Signed: CANNON ADAMS. This statement was filed with the County Clerk of Los Angeles County on 03/31/2015. The registrant(s) has (have) commenced to transact business under the fictitious business name or names listed above on N/A. NOTICE: This Fictitious Name Statement expires five years from the date it was filed in the office of the County Clerk. A new Fictitious Business Name Statement must be filed prior to that date. The filing of this statement does not of itself authorize the use in this state of a Fictitious Business Name in violation of the rights of another under Federal, State, or common law (see section 14411 et seq. Business and Professions Code)Publish: Mountain Views News Dates Pub: April 04, 11, 18, 25 2015 xyxy=(194,225,354,296)
notice-paragraph: The following person(s) is (are) doing business as: ZIPOTEXT, 1130 W. HUNTINGTON DR. #18, ARCADIA, CA 91007. Full name of registrant(s) is (are) NOVADEL LLC, 1130 W. HUNTINGTON DR. #18, ARCADIA, CA 91007. This Business is conducted by: A LIMITED LIABILITY COMPANY. Signed: JOHN LEE. This statement was filed with the County Clerk of Los Angeles County on 03/30/2015. The registrant(s) has (have) commenced to transact business under the fictitious business name or names listed above on N/A. NOTICE: This Fictitious Name Statement expires five years from the date it was filed in the office of the County Clerk. A new Fictitious Business Name Statement must be filed prior to that date. The filing of this statement does not of itself authorize the use in this state of a Fictitious Business Name in violation of the rights of another under Federal, State, or common law (See section 14411 et seq. Business and Professions Code)Publish: Mountain Views News Dates Pub: April 04, 11, 18, 25 2015 xyxy=(367,235,526,296)
notice-paragraph: CA 90802. Full name of registrant(s) is (are) AMY SAN, 436 CEDAR AVE. #6, LONG BEACH, CA 90802. This Business is conducted by: AN INDIVIDUAL. Signed: AMY SAN. This statement was filed with the County Clerk of Los Angeles County on 03/30/2015. The registrant(s) has (have) commenced to transact business under the fictitious business name or names listed above on N/A. NOTICE: This Fictitious Name Statement expires five years from the date it was filed in the office of the County Clerk. A new Fictitious Business Name Statement must be filed prior to that date. The filing of this statement does not of itself authorize the use in this state of a Fictitious Business Name in violation of the rights of another under Federal, State, or common law (See section 14411 et seq. Business and Professions Code)Publish: Mountain Views News xyxy=(194,84,354,134)
notice-heading: FICTITIOUS BUSINESS NAME STATEMENT File No. 2015-089040 xyxy=(367,156,499,161)
notice-heading: Dates Pub: March 28, April 04, 11, 18, 2015 xyxy=(712,142,793,148)
notice-heading: FICTITIOUS BUSINESS NAME STATEMENT File No. 2015-089287 xyxy=(22,571,154,577)
notice-heading: FICTITIOUS BUSINESS NAME STATEMENT File No. 2015-076766 xyxy=(712,442,844,447)
